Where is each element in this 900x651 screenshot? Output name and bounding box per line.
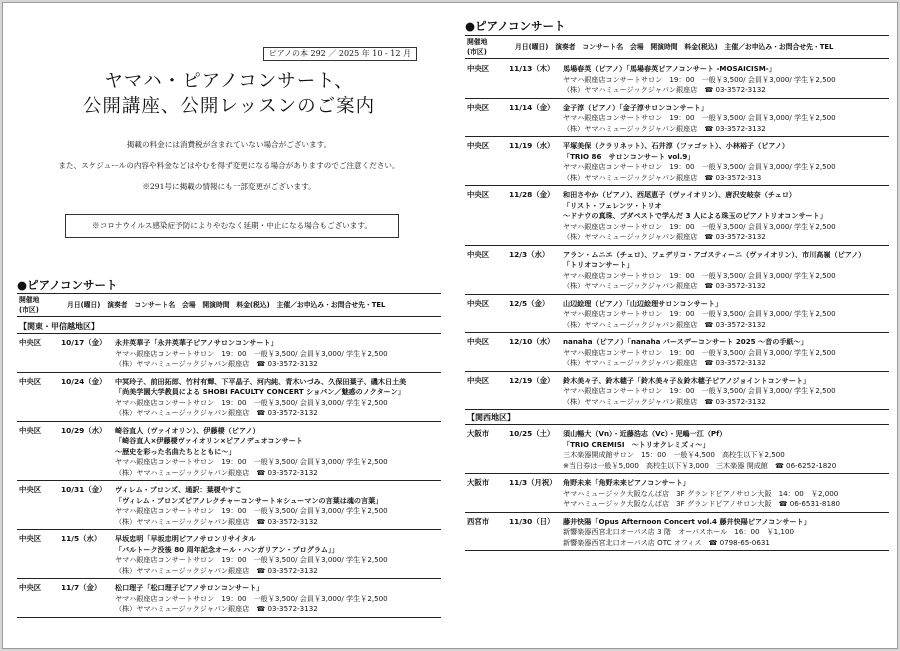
event-info-line: ヤマハ銀座店コンサートサロン 19：00 一般￥3,500/ 会員￥3,000/ 学生￥2,500 (115, 593, 388, 603)
event-date: 12/3（水） (509, 249, 550, 259)
event-title-line: 崎谷直人（ヴァイオリン）、伊藤棲（ピアノ） (115, 425, 260, 435)
event-row (465, 295, 889, 334)
event-info-line: ヤマハ銀座店コンサートサロン 19：00 一般￥3,500/ 会員￥3,000/ 学生￥2,500 (115, 397, 388, 407)
event-date: 10/31（金） (61, 485, 107, 494)
note-3: ※291号に掲載の情報にも一部変更がございます。 (142, 182, 316, 191)
event-info-line: ヤマハ銀座店コンサートサロン 19：00 一般￥3,500/ 会員￥3,000/ 学生￥2,500 (563, 309, 836, 318)
event-title-line: 「TRIO 86 サロンコンサート vol.9」 (563, 151, 695, 161)
event-title-line: 平塚美保（クラリネット）、石井淳（ファゴット）、小林裕子（ピアノ） (563, 141, 789, 150)
event-list-right (465, 60, 889, 551)
event-info-line: ヤマハ銀座店コンサートサロン 19：00 一般￥3,500/ 会員￥3,000/ 学生￥2,500 (563, 162, 836, 171)
event-row (17, 579, 441, 618)
event-row (465, 246, 889, 295)
event-details (563, 190, 889, 243)
notes (17, 139, 441, 202)
event-title-line: ～歴史を彩った名曲たちとともに～」 (115, 446, 236, 456)
event-details (115, 485, 441, 527)
event-title-line: 馬場春英（ピアノ）「馬場春英ピアノコンサート -MOSAICISM-」 (563, 64, 776, 73)
note-1: 掲載の料金には消費税が含まれていない場合がございます。 (126, 140, 332, 149)
event-info-line: ※当日券は一般￥5,000 高校生以下￥3,000 三木楽器 開成館 ☎ 06-6252-1820 (563, 460, 837, 470)
event-details (563, 429, 889, 471)
event-area: 中央区 (467, 190, 490, 199)
event-title-line: 早坂忠明「早坂忠明ピアノサロンリサイタル (115, 534, 256, 543)
event-title-line: nanaha（ピアノ）「nanaha バースデーコンサート 2025 ～音の手紙～」 (563, 337, 808, 346)
column-header-area-line-1: 開催地 (19, 296, 40, 304)
event-info-line: 新響楽器西宮北口オーパス店 OTC オフィス ☎ 0798-65-0631 (563, 537, 770, 547)
event-area: 中央区 (467, 375, 490, 385)
event-title-line: アラン・ムニエ（チェロ）、フェデリコ・アゴスティーニ（ヴァイオリン）、市川高嶺（ピアノ） (563, 249, 866, 259)
event-info-line: ヤマハ銀座店コンサートサロン 19：00 一般￥3,500/ 会員￥3,000/ 学生￥2,500 (115, 555, 388, 564)
event-area: 中央区 (467, 298, 490, 308)
event-info-line: ヤマハ銀座店コンサートサロン 19：00 一般￥3,500/ 会員￥3,000/ 学生￥2,500 (563, 221, 836, 231)
section-title-piano-concert: ●ピアノコンサート (17, 278, 118, 292)
event-info-line: ヤマハ銀座店コンサートサロン 19：00 一般￥3,500/ 会員￥3,000/ 学生￥2,500 (563, 113, 836, 122)
event-date: 11/13（木） (509, 64, 555, 73)
page-title (17, 69, 441, 119)
events-right-kanto (465, 60, 889, 410)
event-details (115, 338, 441, 370)
column-header-right (465, 35, 889, 59)
event-date: 12/5（金） (509, 298, 550, 308)
event-row (465, 60, 889, 99)
event-row (17, 334, 441, 373)
event-date: 11/28（金） (509, 190, 555, 199)
event-info-line: ヤマハ銀座店コンサートサロン 19：00 一般￥3,500/ 会員￥3,000/ 学生￥2,500 (563, 270, 836, 280)
event-info-line: ヤマハミュージック大阪なんば店 3F グランドピアノサロン大阪 ☎ 06-6531-8180 (563, 499, 840, 508)
event-info-line: （株）ヤマハミュージックジャパン銀座店 ☎ 03-3572-3132 (563, 85, 766, 94)
event-details (115, 534, 441, 576)
event-details (563, 250, 889, 292)
column-header-area-line-2: (市区) (467, 47, 487, 56)
event-details (563, 376, 889, 408)
region-heading-kansai: 【関西地区】 (465, 410, 889, 425)
events-left (17, 334, 441, 618)
event-date: 11/19（水） (509, 141, 555, 150)
event-title-line: 中冥玲子、前田拓郎、竹村有輝、下平晶子、河内純、青木いづみ、久保田葉子、磯木日土美 (115, 376, 407, 386)
event-date: 12/19（金） (509, 375, 555, 385)
event-date: 10/29（水） (61, 425, 107, 435)
note-2: また、スケジュールの内容や料金などはやむを得ず変更になる場合がありますのでご注意ください。 (58, 161, 400, 170)
event-info-line: （株）ヤマハミュージックジャパン銀座店 ☎ 03-3572-3132 (563, 358, 766, 367)
column-header-fields: 月日(曜日) 演奏者 コンサート名 会場 開演時間 料金(税込) 主催／お申込み・お問合せ先・TEL (67, 301, 386, 309)
event-details (563, 299, 889, 331)
event-title-line: 「バルトーク没後 80 周年記念オール・ハンガリアン・プログラム」」 (115, 544, 339, 554)
event-area: 中央区 (19, 376, 42, 386)
event-details (563, 337, 889, 369)
event-area: 中央区 (19, 338, 42, 347)
title-line-2: 公開講座、公開レッスンのご案内 (82, 96, 376, 117)
events-right-kansai (465, 425, 889, 551)
event-details (563, 478, 889, 510)
event-title-line: 「TRIO CREMISI ～トリオクレミズィ～」 (563, 439, 710, 449)
event-details (563, 517, 889, 549)
event-info-line: （株）ヤマハミュージックジャパン銀座店 ☎ 03-3572-3132 (563, 396, 766, 406)
event-date: 11/7（金） (61, 583, 102, 592)
event-info-line: 三木楽器開成館サロン 15：00 一般￥4,500 高校生以下￥2,500 (563, 450, 785, 459)
event-info-line: （株）ヤマハミュージックジャパン銀座店 ☎ 03-3572-3132 (115, 516, 318, 526)
event-info-line: ヤマハ銀座店コンサートサロン 19：00 一般￥3,500/ 会員￥3,000/ 学生￥2,500 (563, 347, 836, 357)
event-title-line: 「トリオコンサート」 (563, 260, 634, 269)
event-area: 大阪市 (467, 429, 490, 438)
event-date: 11/3（月祝） (509, 478, 557, 487)
event-row (465, 425, 889, 474)
event-list-left (17, 319, 441, 618)
event-title-line: 山辺絵理（ピアノ）「山辺絵理サロンコンサート」 (563, 298, 723, 308)
event-info-line: （株）ヤマハミュージックジャパン銀座店 ☎ 03-3572-3132 (115, 408, 318, 417)
section-title-piano-concert-continued: ●ピアノコンサート (465, 19, 566, 33)
event-area: 中央区 (467, 64, 490, 73)
event-row (465, 99, 889, 138)
event-date: 10/24（金） (61, 376, 107, 386)
event-info-line: （株）ヤマハミュージックジャパン銀座店 ☎ 03-3572-3132 (563, 281, 766, 290)
event-row (17, 481, 441, 530)
event-row (465, 186, 889, 246)
event-title-line: 藤井快陽「Opus Afternoon Concert vol.4 藤井快陽ピアノコンサート」 (563, 516, 811, 526)
event-info-line: 新響楽器西宮北口オーパス店 3 階 オーパスホール 16：00 ￥1,100 (563, 527, 794, 536)
event-title-line: 「崎谷直人×伊藤棲ヴァイオリン×ピアノデュオコンサート (115, 436, 303, 445)
event-area: 中央区 (467, 102, 490, 112)
event-details (115, 426, 441, 479)
event-title-line: 和田さやか（ピアノ）、西尾恵子（ヴァイオリン）、唐沢安岐奈（チェロ） (563, 190, 797, 199)
event-area: 中央区 (19, 583, 42, 592)
event-date: 11/30（日） (509, 516, 555, 526)
event-area: 中央区 (467, 337, 490, 346)
event-date: 10/25（土） (509, 429, 555, 438)
event-title-line: 鈴木美々子、鈴木穂子「鈴木美々子＆鈴木穂子ピアノジョイントコンサート」 (563, 375, 811, 385)
event-area: 中央区 (19, 425, 42, 435)
event-info-line: （株）ヤマハミュージックジャパン銀座店 ☎ 03-3572-3132 (563, 123, 766, 133)
event-title-line: 金子淳（ピアノ）「金子淳サロンコンサート」 (563, 102, 708, 112)
event-row (17, 373, 441, 422)
event-info-line: （株）ヤマハミュージックジャパン銀座店 ☎ 03-3572-3132 (115, 467, 318, 477)
column-header-area (467, 38, 487, 57)
event-row (465, 474, 889, 513)
event-date: 12/10（水） (509, 337, 555, 346)
event-title-line: 松口理子「松口理子ピアノサロンコンサート」 (115, 583, 264, 592)
event-info-line: （株）ヤマハミュージックジャパン銀座店 ☎ 03-3572-313 (563, 172, 762, 182)
event-date: 11/5（水） (61, 534, 102, 543)
event-row (465, 333, 889, 372)
region-heading-kanto: 【関東・甲信越地区】 (17, 319, 441, 334)
event-row (17, 422, 441, 482)
event-details (563, 103, 889, 135)
event-title-line: 「尚美学園大学教員による SHOBI FACULTY CONCERT ショパン／魅惑のノクターン」 (115, 387, 405, 396)
event-info-line: ヤマハ銀座店コンサートサロン 19：00 一般￥3,500/ 会員￥3,000/ 学生￥2,500 (115, 506, 388, 515)
event-title-line: ～ドナウの真珠、ブダペストで学んだ 3 人による珠玉のピアノトリオコンサート」 (563, 211, 827, 220)
event-title-line: ヴィレム・ブロンズ、通訳：葉榎やすこ (115, 485, 242, 494)
brochure-page (2, 2, 898, 649)
event-title-line: 「ヴィレム・ブロンズピアノレクチャーコンサート＊シューマンの言葉は魂の言葉」 (115, 495, 383, 505)
event-info-line: ヤマハミュージック大阪なんば店 3F グランドピアノサロン大阪 14：00 ￥2,000 (563, 488, 839, 498)
event-date: 11/14（金） (509, 102, 555, 112)
column-header-area-line-1: 開催地 (467, 38, 488, 46)
event-info-line: ヤマハ銀座店コンサートサロン 19：00 一般￥3,500/ 会員￥3,000/ 学生￥2,500 (115, 457, 388, 466)
event-title-line: 須山暢大（Vn）・近藤浩志（Vc）・児嶋一江（Pf） (563, 429, 727, 438)
left-column (17, 3, 441, 648)
event-info-line: （株）ヤマハミュージックジャパン銀座店 ☎ 03-3572-3132 (563, 232, 766, 241)
event-details (115, 377, 441, 419)
event-title-line: 「リスト・フェレンツ・トリオ (563, 200, 662, 210)
event-area: 中央区 (19, 485, 42, 494)
event-row (465, 137, 889, 186)
event-date: 10/17（金） (61, 338, 107, 347)
event-row (465, 372, 889, 411)
covid-notice: ※コロナウイルス感染症予防によりやむなく延期・中止になる場合もございます。 (65, 214, 399, 238)
column-header-area-line-2: (市区) (19, 305, 39, 314)
event-details (563, 141, 889, 183)
event-info-line: （株）ヤマハミュージックジャパン銀座店 ☎ 03-3572-3132 (115, 604, 318, 613)
column-header-fields: 月日(曜日) 演奏者 コンサート名 会場 開演時間 料金(税込) 主催／お申込み・お問合せ先・TEL (515, 43, 834, 51)
event-info-line: ヤマハ銀座店コンサートサロン 19：00 一般￥3,500/ 会員￥3,000/ 学生￥2,500 (115, 348, 388, 358)
event-info-line: （株）ヤマハミュージックジャパン銀座店 ☎ 03-3572-3132 (563, 319, 766, 329)
event-title-line: 角野未来「角野未来ピアノコンサート」 (563, 478, 690, 487)
event-info-line: （株）ヤマハミュージックジャパン銀座店 ☎ 03-3572-3132 (115, 565, 318, 575)
column-header-area (19, 296, 39, 315)
event-area: 西宮市 (467, 516, 490, 526)
event-details (115, 583, 441, 615)
event-row (17, 530, 441, 579)
event-area: 大阪市 (467, 478, 490, 487)
event-title-line: 永井英華子「永井英華子ピアノサロンコンサート」 (115, 338, 278, 347)
right-column (465, 3, 889, 648)
event-info-line: （株）ヤマハミュージックジャパン銀座店 ☎ 03-3572-3132 (115, 359, 318, 368)
title-line-1: ヤマハ・ピアノコンサート、 (104, 71, 354, 92)
event-row (465, 513, 889, 552)
event-area: 中央区 (467, 249, 490, 259)
event-info-line: ヤマハ銀座店コンサートサロン 19：00 一般￥3,500/ 会員￥3,000/ 学生￥2,500 (563, 74, 836, 84)
event-details (563, 64, 889, 96)
issue-label: ピアノの本 292 ／ 2025 年 10 - 12 月 (263, 47, 417, 61)
event-area: 中央区 (19, 534, 42, 543)
event-info-line: ヤマハ銀座店コンサートサロン 19：00 一般￥3,500/ 会員￥3,000/ 学生￥2,500 (563, 386, 836, 395)
column-header (17, 293, 441, 317)
event-area: 中央区 (467, 141, 490, 150)
